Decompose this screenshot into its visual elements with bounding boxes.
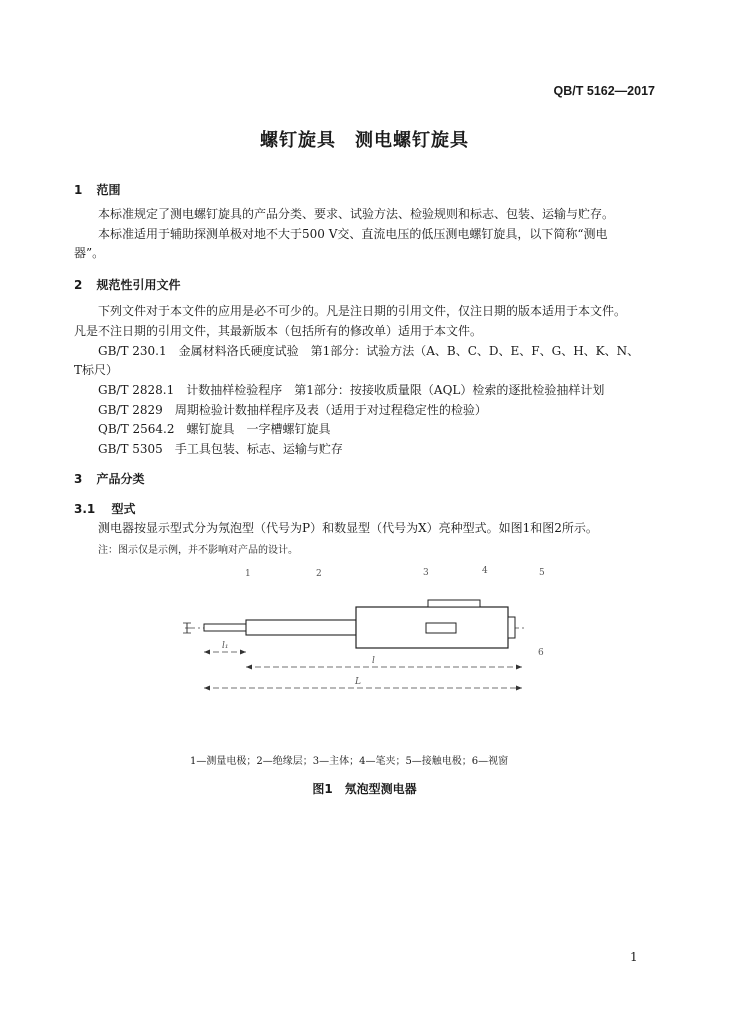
section-2-heading (74, 276, 181, 293)
viewing-window (426, 623, 456, 633)
measuring-electrode (204, 624, 246, 631)
reference-title: 金属材料洛氏硬度试验 第1部分：试验方法（A、B、C、D、E、F、G、H、K、N、 (178, 344, 640, 358)
figure-caption: 图1 氖泡型测电器 (312, 782, 417, 796)
subsection-3-1-paragraph: 测电器按显示型式分为氖泡型（代号为P）和数显型（代号为X）亮种型式。如图1和图2所示。 (98, 521, 598, 535)
page-title: 螺钉旋具 测电螺钉旋具 (260, 130, 469, 151)
section-2-title: 规范性引用文件 (96, 278, 181, 292)
reference-title: 计数抽样检验程序 第1部分：按接收质量限（AQL）检索的逐批检验抽样计划 (186, 383, 605, 397)
section-2-number: 2 (74, 278, 83, 292)
section-3-title: 产品分类 (96, 472, 145, 486)
reference-code: GB/T 230.1 (98, 344, 167, 358)
section-1-title: 范围 (96, 183, 121, 197)
section-1-number: 1 (74, 183, 83, 197)
contact-electrode (508, 617, 515, 638)
reference-code: QB/T 2564.2 (98, 422, 175, 436)
figure-note: 注：图示仅是示例，并不影响对产品的设计。 (98, 545, 298, 556)
section-2-paragraph-1: 下列文件对于本文件的应用是必不可少的。凡是注日期的引用文件，仅注日期的版本适用于本文件。 (98, 304, 627, 318)
section-3-number: 3 (74, 472, 83, 486)
reference-item (98, 342, 639, 361)
section-1-paragraph-1: 本标准规定了测电螺钉旋具的产品分类、要求、试验方法、检验规则和标志、包装、运输与贮存。 (98, 207, 615, 221)
pen-clip (428, 600, 480, 607)
reference-item (98, 440, 343, 459)
callout-3: 3 (423, 568, 429, 578)
reference-title: T标尺） (74, 363, 119, 377)
reference-item (98, 420, 331, 439)
reference-code: GB/T 5305 (98, 442, 163, 456)
section-1-paragraph-2: 本标准适用于辅助探测单极对地不大于500 V交、直流电压的低压测电螺钉旋具，以下简称“测电 (98, 227, 608, 241)
section-1-heading (74, 181, 121, 198)
reference-title: 手工具包装、标志、运输与贮存 (174, 442, 343, 456)
dimension-l1-label: l₁ (222, 641, 229, 651)
reference-code: GB/T 2829 (98, 403, 163, 417)
figure-legend: 1—测量电极；2—绝缘层；3—主体；4—笔夹；5—接触电极；6—视窗 (190, 756, 509, 767)
subsection-3-1-heading (74, 500, 135, 517)
standard-code: QB/T 5162—2017 (553, 84, 655, 98)
neon-tester-diagram (150, 560, 570, 700)
callout-4: 4 (482, 566, 488, 576)
reference-title: 周期检验计数抽样程序及表（适用于对过程稳定性的检验） (174, 403, 487, 417)
page-number: 1 (630, 950, 638, 964)
subsection-3-1-number: 3.1 (74, 502, 96, 516)
callout-1: 1 (245, 569, 251, 579)
dimension-l-label: l (372, 656, 375, 666)
section-3-heading (74, 470, 145, 487)
subsection-3-1-title: 型式 (111, 502, 136, 516)
insulation-layer (246, 620, 356, 635)
reference-item-cont (74, 361, 118, 380)
dimension-L-label: L (355, 677, 361, 687)
reference-code: GB/T 2828.1 (98, 383, 175, 397)
callout-6: 6 (538, 648, 544, 658)
reference-item (98, 381, 604, 400)
callout-5: 5 (539, 568, 545, 578)
section-1-paragraph-2-cont: 器”。 (74, 246, 105, 260)
section-2-paragraph-1-cont: 凡是不注日期的引用文件，其最新版本（包括所有的修改单）适用于本文件。 (74, 324, 483, 338)
callout-2: 2 (316, 569, 322, 579)
reference-item (98, 401, 487, 420)
reference-title: 螺钉旋具 一字槽螺钉旋具 (186, 422, 331, 436)
